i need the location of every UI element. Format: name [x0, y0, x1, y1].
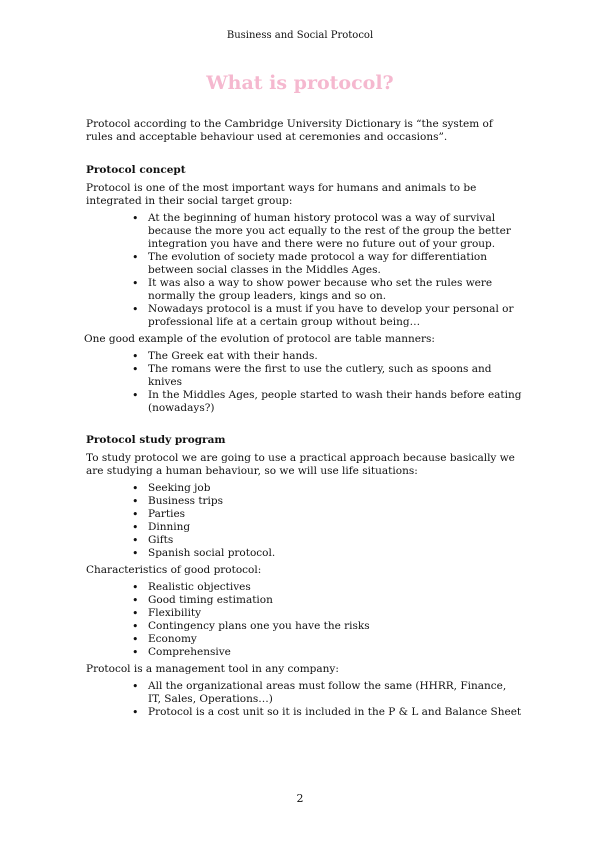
- list-item: • Business trips: [148, 495, 522, 508]
- list-item: • Parties: [148, 508, 522, 521]
- list-item: • At the beginning of human history protocol was a way of survival because the more you act equally to the rest of the group the better integration you have and there were no future out of your group.: [148, 212, 522, 251]
- list-item: • The evolution of society made protocol a way for differentiation between social classes in the Middles Ages.: [148, 251, 522, 277]
- concept-list: [86, 212, 522, 329]
- document-body: [86, 118, 522, 723]
- section-heading-concept: Protocol concept: [86, 164, 186, 176]
- list-item: • Nowadays protocol is a must if you have to develop your personal or professional life at a certain group without being…: [148, 303, 522, 329]
- list-item: • Protocol is a cost unit so it is included in the P & L and Balance Sheet: [148, 706, 522, 719]
- study-lead: To study protocol we are going to use a practical approach because basically we are studying a human behaviour, so we will use life situations:: [86, 452, 515, 477]
- list-item: • Comprehensive: [148, 646, 522, 659]
- intro-paragraph: Protocol according to the Cambridge University Dictionary is “the system of rules and acceptable behaviour used at ceremonies and occasions”.: [86, 118, 493, 143]
- list-item: • In the Middles Ages, people started to wash their hands before eating (nowadays?): [148, 389, 522, 415]
- management-list: [86, 680, 522, 719]
- list-item: • Spanish social protocol.: [148, 547, 522, 560]
- page-title: What is protocol?: [206, 72, 394, 94]
- list-item: • Seeking job: [148, 482, 522, 495]
- list-item: • The Greek eat with their hands.: [148, 350, 522, 363]
- list-item: • Economy: [148, 633, 522, 646]
- list-item: • Gifts: [148, 534, 522, 547]
- characteristics-list: [86, 581, 522, 659]
- list-item: • Dinning: [148, 521, 522, 534]
- page-number: 2: [296, 792, 304, 805]
- management-lead: Protocol is a management tool in any company:: [86, 663, 339, 675]
- situations-list: [86, 482, 522, 560]
- list-item: • Realistic objectives: [148, 581, 522, 594]
- example-lead: One good example of the evolution of protocol are table manners:: [84, 333, 435, 345]
- list-item: • All the organizational areas must follow the same (HHRR, Finance, IT, Sales, Operations…): [148, 680, 522, 706]
- running-header: Business and Social Protocol: [226, 30, 374, 41]
- section-heading-study: Protocol study program: [86, 434, 226, 446]
- characteristics-lead: Characteristics of good protocol:: [86, 564, 262, 576]
- concept-lead: Protocol is one of the most important ways for humans and animals to be integrated in their social target group:: [86, 182, 477, 207]
- list-item: • Flexibility: [148, 607, 522, 620]
- table-manners-list: [86, 350, 522, 415]
- list-item: • Contingency plans one you have the risks: [148, 620, 522, 633]
- list-item: • It was also a way to show power because who set the rules were normally the group leaders, kings and so on.: [148, 277, 522, 303]
- list-item: • The romans were the first to use the cutlery, such as spoons and knives: [148, 363, 522, 389]
- list-item: • Good timing estimation: [148, 594, 522, 607]
